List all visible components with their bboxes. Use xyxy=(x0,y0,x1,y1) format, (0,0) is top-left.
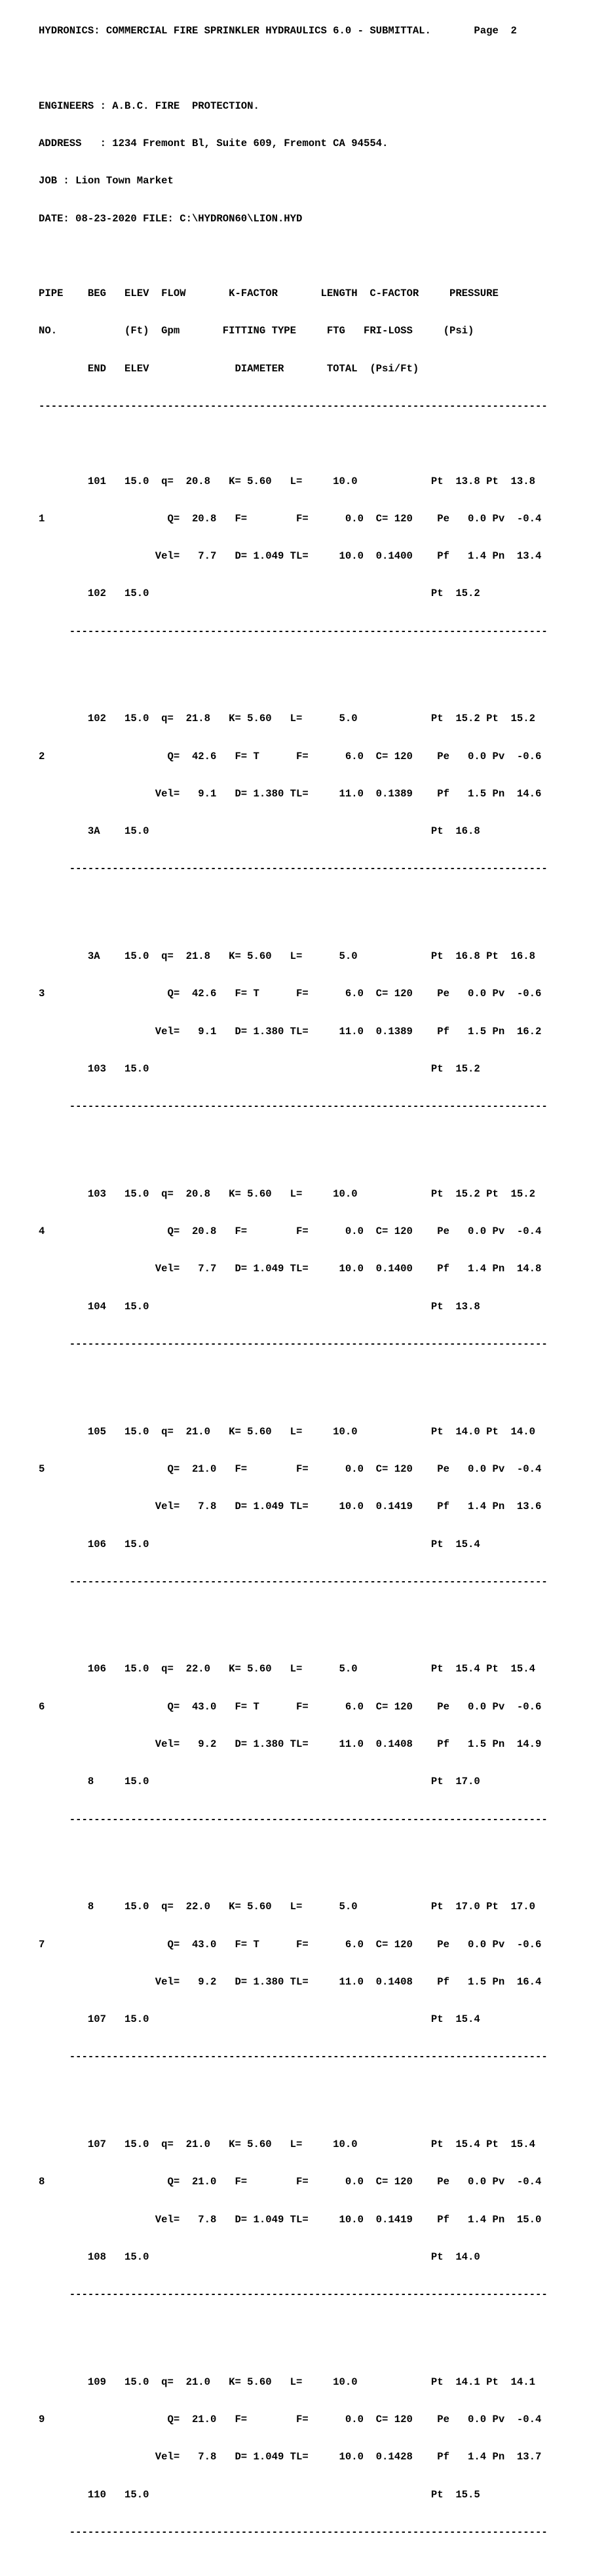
column-header-line-2: NO. (Ft) Gpm FITTING TYPE FTG FRI-LOSS (Psi) xyxy=(39,325,474,337)
pipe-row-velocity: Vel= 7.8 D= 1.049 TL= 10.0 0.1419 Pf 1.4 Pn 13.6 xyxy=(39,1501,542,1513)
pipe-separator: ------------------------------------------------------------------------------ xyxy=(39,1338,548,1351)
pipe-row-velocity: Vel= 7.8 D= 1.049 TL= 10.0 0.1419 Pf 1.4 Pn 15.0 xyxy=(39,2213,542,2226)
pipe-separator: ------------------------------------------------------------------------------ xyxy=(39,1575,548,1588)
pipe-separator: ------------------------------------------------------------------------------ xyxy=(39,2526,548,2538)
pipe-row-flow: 9 Q= 21.0 F= F= 0.0 C= 120 Pe 0.0 Pv -0.4 xyxy=(39,2414,542,2426)
pipe-row-flow: 7 Q= 43.0 F= T F= 6.0 C= 120 Pe 0.0 Pv -0.6 xyxy=(39,1938,542,1951)
pipe-row-begin: 3A 15.0 q= 21.8 K= 5.60 L= 5.0 Pt 16.8 Pt 16.8 xyxy=(39,950,535,963)
job-line: JOB : Lion Town Market xyxy=(39,175,174,187)
pipe-row-flow: 6 Q= 43.0 F= T F= 6.0 C= 120 Pe 0.0 Pv -0.6 xyxy=(39,1700,542,1713)
pipe-row-begin: 105 15.0 q= 21.0 K= 5.60 L= 10.0 Pt 14.0 Pt 14.0 xyxy=(39,1425,535,1438)
pipe-row-velocity: Vel= 7.7 D= 1.049 TL= 10.0 0.1400 Pf 1.4 Pn 13.4 xyxy=(39,550,542,563)
pipe-row-end: 106 15.0 Pt 15.4 xyxy=(39,1538,480,1550)
pipe-block-6 xyxy=(39,1638,548,1851)
pipe-row-begin: 103 15.0 q= 20.8 K= 5.60 L= 10.0 Pt 15.2 Pt 15.2 xyxy=(39,1187,535,1200)
pipe-row-end: 103 15.0 Pt 15.2 xyxy=(39,1062,480,1075)
pipe-row-begin: 102 15.0 q= 21.8 K= 5.60 L= 5.0 Pt 15.2 Pt 15.2 xyxy=(39,713,535,725)
pipe-row-flow: 8 Q= 21.0 F= F= 0.0 C= 120 Pe 0.0 Pv -0.4 xyxy=(39,2176,542,2188)
pipe-block-5 xyxy=(39,1401,548,1614)
pipe-row-begin: 8 15.0 q= 22.0 K= 5.60 L= 5.0 Pt 17.0 Pt 17.0 xyxy=(39,1901,535,1913)
pipe-separator: ------------------------------------------------------------------------------ xyxy=(39,2288,548,2301)
pipe-row-flow: 4 Q= 20.8 F= F= 0.0 C= 120 Pe 0.0 Pv -0.4 xyxy=(39,1225,542,1238)
pipe-row-flow: 2 Q= 42.6 F= T F= 6.0 C= 120 Pe 0.0 Pv -0.6 xyxy=(39,750,542,762)
column-header-line-1: PIPE BEG ELEV FLOW K-FACTOR LENGTH C-FACTOR PRESSURE xyxy=(39,288,499,300)
pipe-block-8 xyxy=(39,2114,548,2326)
pipe-separator: ------------------------------------------------------------------------------ xyxy=(39,625,548,637)
blank-line xyxy=(39,62,548,75)
pipe-separator: ------------------------------------------------------------------------------ xyxy=(39,2051,548,2063)
hydraulics-report xyxy=(39,0,548,2576)
pipe-row-velocity: Vel= 9.2 D= 1.380 TL= 11.0 0.1408 Pf 1.5 Pn 16.4 xyxy=(39,1975,542,1988)
pipe-block-2 xyxy=(39,688,548,901)
column-header-line-3: END ELEV DIAMETER TOTAL (Psi/Ft) xyxy=(39,362,419,375)
blank-line xyxy=(39,250,548,263)
pipe-row-end: 108 15.0 Pt 14.0 xyxy=(39,2250,480,2263)
engineers-line: ENGINEERS : A.B.C. FIRE PROTECTION. xyxy=(39,100,259,112)
pipe-row-end: 107 15.0 Pt 15.4 xyxy=(39,2013,480,2026)
pipe-block-4 xyxy=(39,1163,548,1376)
pipe-block-9 xyxy=(39,2351,548,2564)
pipe-row-end: 8 15.0 Pt 17.0 xyxy=(39,1776,480,1788)
pipe-row-end: 110 15.0 Pt 15.5 xyxy=(39,2488,480,2501)
pipe-row-end: 3A 15.0 Pt 16.8 xyxy=(39,825,480,838)
address-line: ADDRESS : 1234 Fremont Bl, Suite 609, Fremont CA 94554. xyxy=(39,138,389,150)
pipe-row-velocity: Vel= 7.8 D= 1.049 TL= 10.0 0.1428 Pf 1.4 Pn 13.7 xyxy=(39,2451,542,2463)
pipe-row-flow: 1 Q= 20.8 F= F= 0.0 C= 120 Pe 0.0 Pv -0.4 xyxy=(39,512,542,525)
pipe-row-flow: 3 Q= 42.6 F= T F= 6.0 C= 120 Pe 0.0 Pv -0.6 xyxy=(39,988,542,1000)
pipe-block-1 xyxy=(39,450,548,663)
pipe-row-begin: 101 15.0 q= 20.8 K= 5.60 L= 10.0 Pt 13.8 Pt 13.8 xyxy=(39,475,535,487)
pipe-separator: ------------------------------------------------------------------------------ xyxy=(39,1813,548,1825)
pipe-row-begin: 106 15.0 q= 22.0 K= 5.60 L= 5.0 Pt 15.4 Pt 15.4 xyxy=(39,1663,535,1675)
pipe-row-end: 104 15.0 Pt 13.8 xyxy=(39,1300,480,1313)
pipe-separator: ------------------------------------------------------------------------------ xyxy=(39,1100,548,1113)
pipe-row-velocity: Vel= 9.2 D= 1.380 TL= 11.0 0.1408 Pf 1.5 Pn 14.9 xyxy=(39,1738,542,1751)
pipe-row-begin: 107 15.0 q= 21.0 K= 5.60 L= 10.0 Pt 15.4 Pt 15.4 xyxy=(39,2138,535,2151)
header-separator: ----------------------------------------------------------------------------------- xyxy=(39,400,548,412)
pipe-block-3 xyxy=(39,925,548,1138)
pipe-row-end: 102 15.0 Pt 15.2 xyxy=(39,588,480,600)
pipe-row-flow: 5 Q= 21.0 F= F= 0.0 C= 120 Pe 0.0 Pv -0.4 xyxy=(39,1463,542,1475)
pipe-block-7 xyxy=(39,1876,548,2089)
pipe-separator: ------------------------------------------------------------------------------ xyxy=(39,863,548,875)
pipe-row-velocity: Vel= 7.7 D= 1.049 TL= 10.0 0.1400 Pf 1.4 Pn 14.8 xyxy=(39,1263,542,1275)
pipe-row-begin: 109 15.0 q= 21.0 K= 5.60 L= 10.0 Pt 14.1 Pt 14.1 xyxy=(39,2376,535,2388)
pipe-row-velocity: Vel= 9.1 D= 1.380 TL= 11.0 0.1389 Pf 1.5 Pn 16.2 xyxy=(39,1025,542,1037)
report-title: HYDRONICS: COMMERCIAL FIRE SPRINKLER HYDRAULICS 6.0 - SUBMITTAL. Page 2 xyxy=(39,25,517,37)
pipe-row-velocity: Vel= 9.1 D= 1.380 TL= 11.0 0.1389 Pf 1.5 Pn 14.6 xyxy=(39,787,542,800)
date-file-line: DATE: 08-23-2020 FILE: C:\HYDRON60\LION.HYD xyxy=(39,212,303,225)
